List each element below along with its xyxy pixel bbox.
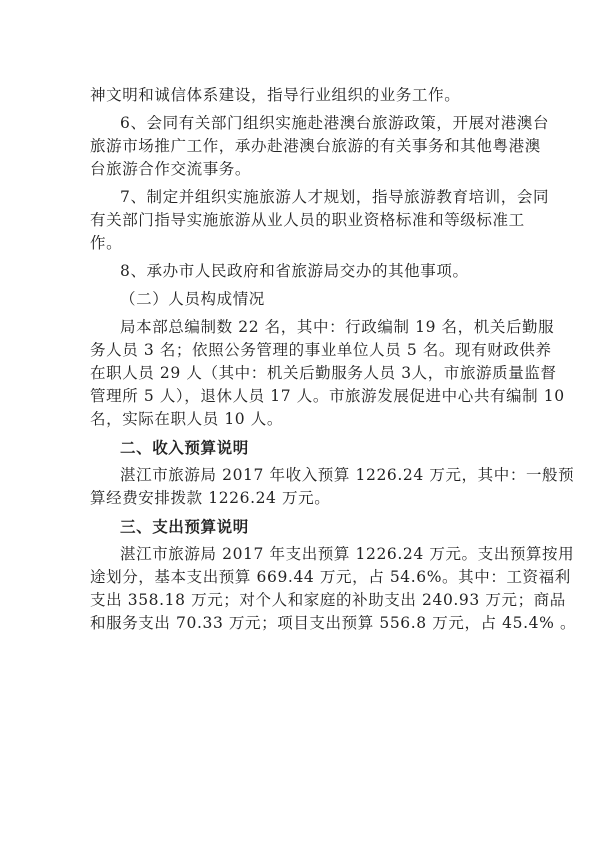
section-heading: 三、支出预算说明 [120, 517, 249, 536]
text-line: 7、制定并组织实施旅游人才规划，指导旅游教育培训，会同 [120, 188, 550, 206]
paragraph-item-6 [90, 112, 550, 181]
text-line: 管理所 5 人），退休人员 17 人。市旅游发展促进中心共有编制 10 [90, 387, 565, 405]
text-line: 支出 358.18 万元；对个人和家庭的补助支出 240.93 万元；商品 [90, 591, 566, 609]
text-line: 湛江市旅游局 2017 年支出预算 1226.24 万元。支出预算按用 [120, 545, 575, 563]
paragraph-expense [90, 543, 577, 635]
paragraph-personnel [90, 316, 565, 431]
heading-expense-budget [90, 515, 528, 538]
text-line: 神文明和诚信体系建设，指导行业组织的业务工作。 [90, 86, 461, 104]
text-line: 台旅游合作交流事务。 [90, 160, 252, 178]
text-line: 8、承办市人民政府和省旅游局交办的其他事项。 [120, 262, 469, 280]
subheading-personnel [90, 288, 528, 311]
text-line: 作。 [90, 234, 123, 252]
text-line: 6、会同有关部门组织实施赴港澳台旅游政策，开展对港澳台 [120, 114, 550, 132]
section-heading: 二、收入预算说明 [120, 438, 249, 457]
text-line: 算经费安排拨款 1226.24 万元。 [90, 489, 331, 507]
text-line: 和服务支出 70.33 万元；项目支出预算 556.8 万元，占 45.4% 。 [90, 614, 577, 632]
document-body [90, 84, 577, 635]
text-line: 旅游市场推广工作，承办赴港澳台旅游的有关事务和其他粤港澳 [90, 137, 541, 155]
paragraph-item-5-continued [90, 84, 528, 107]
text-line: 在职人员 29 人（其中：机关后勤服务人员 3人，市旅游质量监督 [90, 364, 557, 382]
text-line: 名，实际在职人员 10 人。 [90, 410, 283, 428]
subheading-text: （二）人员构成情况 [120, 290, 265, 308]
paragraph-item-7 [90, 186, 550, 255]
paragraph-income [90, 464, 575, 510]
text-line: 有关部门指导实施旅游从业人员的职业资格标准和等级标准工 [90, 211, 525, 229]
paragraph-item-8 [90, 260, 528, 283]
text-line: 局本部总编制数 22 名，其中：行政编制 19 名，机关后勤服 [120, 318, 555, 336]
text-line: 务人员 3 名；依照公务管理的事业单位人员 5 名。现有财政供养 [90, 341, 552, 359]
heading-income-budget [90, 436, 528, 459]
text-line: 途划分，基本支出预算 669.44 万元，占 54.6%。其中：工资福利 [90, 568, 571, 586]
text-line: 湛江市旅游局 2017 年收入预算 1226.24 万元，其中：一般预 [120, 466, 575, 484]
